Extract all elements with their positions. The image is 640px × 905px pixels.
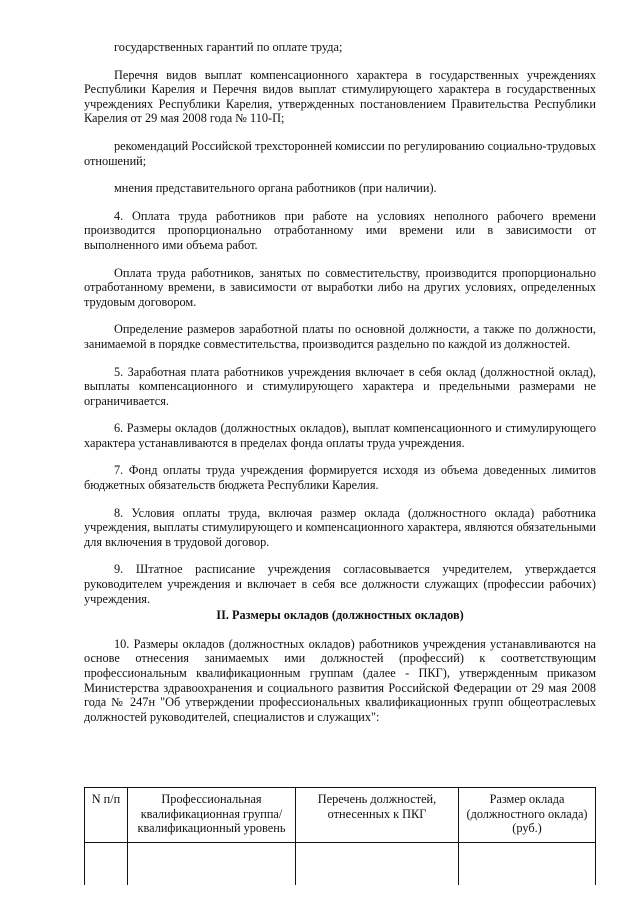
header-number: N п/п bbox=[85, 788, 128, 843]
paragraph-payment-lists: Перечня видов выплат компенсационного характера в государственных учреждениях Республики Карелия и Перечня видов выплат стимулирующего характера в государственных учреждениях Республики Карелия, утвержденных постановлением Правительства Республики Карелия от 29 мая 2008 года № 110-П; bbox=[84, 67, 596, 126]
paragraph-part-time: Оплата труда работников, занятых по совместительству, производится пропорционально отработанному времени, в зависимости от выработки либо на других условиях, определенных трудовым договором. bbox=[84, 265, 596, 309]
paragraph-7: 7. Фонд оплаты труда учреждения формируется исходя из объема доведенных лимитов бюджетных обязательств бюджета Республики Карелия. bbox=[84, 463, 596, 493]
paragraph-4: 4. Оплата труда работников при работе на условиях неполного рабочего времени производится пропорционально отработанному ими времени или в зависимости от выполненного ими объема работ. bbox=[84, 208, 596, 252]
paragraph-representative-opinion: мнения представительного органа работников (при наличии). bbox=[114, 181, 437, 196]
paragraph-guarantees: государственных гарантий по оплате труда; bbox=[114, 40, 343, 54]
header-positions: Перечень должностей, отнесенных к ПКГ bbox=[296, 788, 459, 843]
header-salary-size: Размер оклада (должностного оклада) (руб.) bbox=[459, 788, 596, 843]
paragraph-8: 8. Условия оплаты труда, включая размер оклада (должностного оклада) работника учреждения, выплаты стимулирующего и компенсационного характера, являются обязательными для включения в трудовой договор. bbox=[84, 505, 596, 549]
header-qualification-group: Профессиональная квалификационная группа/квалификационный уровень bbox=[128, 788, 296, 843]
paragraph-10: 10. Размеры окладов (должностных окладов) работников учреждения устанавливаются на основе отнесения занимаемых ими должностей (профессий) к соответствующим профессиональным квалификационным группам (далее - ПКГ), утвержденным приказом Министерства здравоохранения и социального развития Российской Федерации от 29 мая 2008 года № 247н "Об утверждении профессиональных квалификационных групп общеотраслевых должностей руководителей, специалистов и служащих": bbox=[84, 636, 596, 724]
table-cell bbox=[85, 842, 128, 885]
table-row bbox=[85, 842, 596, 885]
table-cell bbox=[296, 842, 459, 885]
paragraph-commission: рекомендаций Российской трехсторонней комиссии по регулированию социально-трудовых отношений; bbox=[84, 138, 596, 168]
paragraph-6: 6. Размеры окладов (должностных окладов), выплат компенсационного и стимулирующего характера устанавливаются в пределах фонда оплаты труда учреждения. bbox=[84, 421, 596, 450]
salary-table bbox=[84, 787, 596, 885]
section-heading: II. Размеры окладов (должностных окладов) bbox=[216, 608, 464, 623]
paragraph-9: 9. Штатное расписание учреждения согласовывается учредителем, утверждается руководителем учреждения и включает в себя все должности служащих (профессии рабочих) учреждения. bbox=[84, 562, 596, 606]
paragraph-5: 5. Заработная плата работников учреждения включает в себя оклад (должностной оклад), выплаты компенсационного и стимулирующего характера и предельными размерами не ограничивается. bbox=[84, 364, 596, 408]
document-page bbox=[84, 40, 596, 737]
paragraph-salary-determination: Определение размеров заработной платы по основной должности, а также по должности, занимаемой в порядке совместительства, производится раздельно по каждой из должностей. bbox=[84, 322, 596, 351]
table-header-row bbox=[85, 788, 596, 843]
table-cell bbox=[459, 842, 596, 885]
table-cell bbox=[128, 842, 296, 885]
